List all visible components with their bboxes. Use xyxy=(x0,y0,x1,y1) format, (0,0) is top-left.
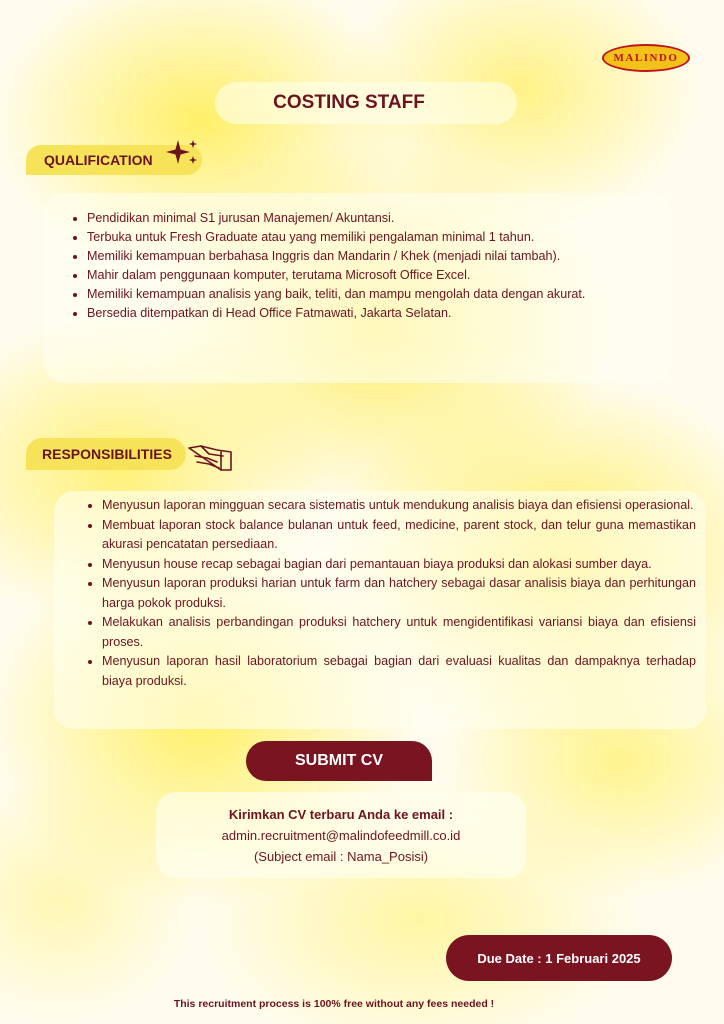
sparkle-icon xyxy=(166,138,200,168)
list-item: • Pendidikan minimal S1 jurusan Manajemen/ Akuntansi. xyxy=(87,209,655,228)
list-item: • Menyusun laporan hasil laboratorium sebagai bagian dari evaluasi kualitas dan dampaknya terhadap biaya produksi. xyxy=(102,652,696,691)
list-item: • Menyusun house recap sebagai bagian dari pemantauan biaya produksi dan alokasi sumber daya. xyxy=(102,555,696,575)
email-instructions-panel xyxy=(156,792,526,878)
email-instruction: Kirimkan CV terbaru Anda ke email : xyxy=(228,806,454,822)
email-subject-note: (Subject email : Nama_Posisi) xyxy=(253,848,429,864)
email-address[interactable]: admin.recruitment@malindofeedmill.co.id xyxy=(221,827,461,843)
responsibilities-heading: RESPONSIBILITIES xyxy=(42,446,172,462)
list-item: • Menyusun laporan produksi harian untuk farm dan hatchery sebagai dasar analisis biaya dan perhitungan harga pokok produksi. xyxy=(102,574,696,613)
responsibilities-list xyxy=(86,496,696,691)
list-item: • Melakukan analisis perbandingan produksi hatchery untuk mengidentifikasi variansi biaya dan efisiensi proses. xyxy=(102,613,696,652)
list-item: • Terbuka untuk Fresh Graduate atau yang memiliki pengalaman minimal 1 tahun. xyxy=(87,228,655,247)
job-title: COSTING STAFF xyxy=(273,92,425,113)
list-item: • Membuat laporan stock balance bulanan untuk feed, medicine, parent stock, dan telur guna memastikan akurasi pencatatan persediaan. xyxy=(102,516,696,555)
list-item: • Memiliki kemampuan analisis yang baik, teliti, dan mampu mengolah data dengan akurat. xyxy=(87,285,655,304)
list-item: • Memiliki kemampuan berbahasa Inggris dan Mandarin / Khek (menjadi nilai tambah). xyxy=(87,247,655,266)
job-title-banner xyxy=(215,82,517,124)
qualification-heading: QUALIFICATION xyxy=(44,152,153,168)
list-item: • Bersedia ditempatkan di Head Office Fatmawati, Jakarta Selatan. xyxy=(87,304,655,323)
handshake-icon xyxy=(187,442,233,474)
submit-cv-label: SUBMIT CV xyxy=(295,752,383,769)
list-item: • Mahir dalam penggunaan komputer, terutama Microsoft Office Excel. xyxy=(87,266,655,285)
qualification-list xyxy=(70,209,655,323)
footer-note: This recruitment process is 100% free without any fees needed ! xyxy=(173,998,495,1010)
malindo-logo: MALINDO xyxy=(602,44,690,72)
submit-cv-button[interactable] xyxy=(246,741,432,781)
list-item: • Menyusun laporan mingguan secara sistematis untuk mendukung analisis biaya dan efisiensi operasional. xyxy=(102,496,696,516)
due-date-text: Due Date : 1 Februari 2025 xyxy=(477,950,641,966)
responsibilities-heading-tab xyxy=(26,438,186,470)
due-date-badge xyxy=(446,935,672,981)
